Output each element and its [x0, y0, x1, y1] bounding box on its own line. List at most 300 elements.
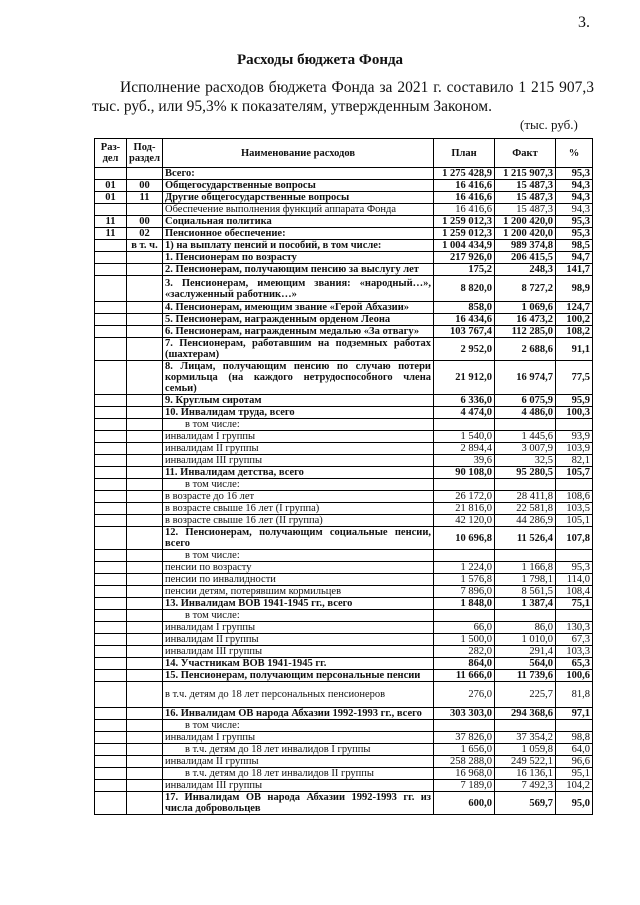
- percent-cell: 94,3: [556, 180, 593, 192]
- name-cell: Социальная политика: [163, 216, 434, 228]
- podrazdel-cell: [127, 756, 163, 768]
- fact-cell: 15 487,3: [495, 204, 556, 216]
- percent-cell: 141,7: [556, 264, 593, 276]
- percent-cell: 94,3: [556, 204, 593, 216]
- name-cell: в том числе:: [163, 419, 434, 431]
- fact-cell: 1 445,6: [495, 431, 556, 443]
- name-cell: в том числе:: [163, 550, 434, 562]
- table-row: [95, 708, 593, 720]
- fact-cell: 95 280,5: [495, 467, 556, 479]
- razdel-cell: [95, 302, 127, 314]
- percent-cell: 124,7: [556, 302, 593, 314]
- plan-cell: 258 288,0: [434, 756, 495, 768]
- podrazdel-cell: [127, 610, 163, 622]
- table-row: [95, 443, 593, 455]
- percent-cell: 98,9: [556, 276, 593, 302]
- fact-cell: 291,4: [495, 646, 556, 658]
- razdel-cell: [95, 622, 127, 634]
- table-row: [95, 658, 593, 670]
- fact-cell: 1 059,8: [495, 744, 556, 756]
- podrazdel-cell: 00: [127, 180, 163, 192]
- percent-cell: 94,3: [556, 192, 593, 204]
- name-cell: в том числе:: [163, 479, 434, 491]
- plan-cell: [434, 419, 495, 431]
- fact-cell: 6 075,9: [495, 395, 556, 407]
- razdel-cell: [95, 326, 127, 338]
- name-cell: в возрасте до 16 лет: [163, 491, 434, 503]
- intro-paragraph: Исполнение расходов бюджета Фонда за 2021 г. составило 1 215 907,3 тыс. руб., или 95,3% к показателям, утвержденным Законом.: [92, 79, 594, 115]
- podrazdel-cell: [127, 276, 163, 302]
- table-row: [95, 479, 593, 491]
- fact-cell: 4 486,0: [495, 407, 556, 419]
- fact-cell: 8 561,5: [495, 586, 556, 598]
- fact-cell: 2 688,6: [495, 338, 556, 361]
- fact-cell: 1 798,1: [495, 574, 556, 586]
- header-fact: Факт: [495, 139, 556, 168]
- percent-cell: 97,1: [556, 708, 593, 720]
- units-note: (тыс. руб.): [520, 117, 578, 132]
- fact-cell: 3 007,9: [495, 443, 556, 455]
- header-name: Наименование расходов: [163, 139, 434, 168]
- podrazdel-cell: [127, 634, 163, 646]
- name-cell: 3. Пенсионерам, имеющим звания: «народный…», «заслуженный работник…»: [163, 276, 434, 302]
- name-cell: Пенсионное обеспечение:: [163, 228, 434, 240]
- razdel-cell: [95, 264, 127, 276]
- name-cell: инвалидам I группы: [163, 622, 434, 634]
- razdel-cell: [95, 252, 127, 264]
- podrazdel-cell: [127, 550, 163, 562]
- plan-cell: 21 912,0: [434, 361, 495, 395]
- podrazdel-cell: [127, 407, 163, 419]
- plan-cell: 103 767,4: [434, 326, 495, 338]
- plan-cell: 16 416,6: [434, 192, 495, 204]
- razdel-cell: 11: [95, 228, 127, 240]
- razdel-cell: [95, 574, 127, 586]
- razdel-cell: [95, 756, 127, 768]
- podrazdel-cell: [127, 780, 163, 792]
- podrazdel-cell: [127, 326, 163, 338]
- percent-cell: 98,8: [556, 732, 593, 744]
- percent-cell: 108,2: [556, 326, 593, 338]
- table-row: [95, 240, 593, 252]
- name-cell: инвалидам II группы: [163, 634, 434, 646]
- fact-cell: 1 010,0: [495, 634, 556, 646]
- razdel-cell: [95, 586, 127, 598]
- fact-cell: 1 215 907,3: [495, 168, 556, 180]
- table-row: [95, 302, 593, 314]
- podrazdel-cell: [127, 598, 163, 610]
- table-row: [95, 192, 593, 204]
- table-row: [95, 792, 593, 815]
- razdel-cell: [95, 646, 127, 658]
- podrazdel-cell: [127, 443, 163, 455]
- name-cell: Всего:: [163, 168, 434, 180]
- podrazdel-cell: [127, 658, 163, 670]
- fact-cell: 15 487,3: [495, 180, 556, 192]
- fact-cell: 22 581,8: [495, 503, 556, 515]
- name-cell: Другие общегосударственные вопросы: [163, 192, 434, 204]
- name-cell: инвалидам III группы: [163, 780, 434, 792]
- plan-cell: 864,0: [434, 658, 495, 670]
- razdel-cell: [95, 467, 127, 479]
- table-row: [95, 756, 593, 768]
- podrazdel-cell: [127, 419, 163, 431]
- percent-cell: 64,0: [556, 744, 593, 756]
- table-header-row: [95, 139, 593, 168]
- fact-cell: 1 200 420,0: [495, 216, 556, 228]
- plan-cell: 1 500,0: [434, 634, 495, 646]
- razdel-cell: [95, 479, 127, 491]
- percent-cell: 65,3: [556, 658, 593, 670]
- plan-cell: 282,0: [434, 646, 495, 658]
- name-cell: в возрасте свыше 16 лет (II группа): [163, 515, 434, 527]
- plan-cell: 1 259 012,3: [434, 216, 495, 228]
- percent-cell: 81,8: [556, 682, 593, 708]
- plan-cell: [434, 550, 495, 562]
- podrazdel-cell: [127, 720, 163, 732]
- table-row: [95, 168, 593, 180]
- name-cell: в т.ч. детям до 18 лет персональных пенсионеров: [163, 682, 434, 708]
- fact-cell: [495, 550, 556, 562]
- fact-cell: 225,7: [495, 682, 556, 708]
- razdel-cell: [95, 708, 127, 720]
- table-row: [95, 768, 593, 780]
- plan-cell: 6 336,0: [434, 395, 495, 407]
- plan-cell: 66,0: [434, 622, 495, 634]
- podrazdel-cell: [127, 792, 163, 815]
- percent-cell: 75,1: [556, 598, 593, 610]
- razdel-cell: [95, 407, 127, 419]
- percent-cell: 104,2: [556, 780, 593, 792]
- razdel-cell: [95, 768, 127, 780]
- plan-cell: 16 416,6: [434, 204, 495, 216]
- plan-cell: 21 816,0: [434, 503, 495, 515]
- podrazdel-cell: [127, 479, 163, 491]
- table-row: [95, 326, 593, 338]
- plan-cell: 276,0: [434, 682, 495, 708]
- fact-cell: [495, 610, 556, 622]
- table-row: [95, 180, 593, 192]
- percent-cell: 100,3: [556, 407, 593, 419]
- fact-cell: 1 166,8: [495, 562, 556, 574]
- page-number: 3.: [578, 14, 590, 31]
- percent-cell: 77,5: [556, 361, 593, 395]
- name-cell: 6. Пенсионерам, награжденным медалью «За отвагу»: [163, 326, 434, 338]
- percent-cell: 105,7: [556, 467, 593, 479]
- fact-cell: 989 374,8: [495, 240, 556, 252]
- fact-cell: 16 473,2: [495, 314, 556, 326]
- plan-cell: 4 474,0: [434, 407, 495, 419]
- razdel-cell: [95, 792, 127, 815]
- table-row: [95, 744, 593, 756]
- razdel-cell: [95, 338, 127, 361]
- plan-cell: 303 303,0: [434, 708, 495, 720]
- name-cell: 9. Круглым сиротам: [163, 395, 434, 407]
- podrazdel-cell: [127, 768, 163, 780]
- podrazdel-cell: [127, 622, 163, 634]
- name-cell: 4. Пенсионерам, имеющим звание «Герой Абхазии»: [163, 302, 434, 314]
- podrazdel-cell: в т. ч.: [127, 240, 163, 252]
- name-cell: 14. Участникам ВОВ 1941-1945 гг.: [163, 658, 434, 670]
- table-row: [95, 338, 593, 361]
- plan-cell: [434, 610, 495, 622]
- podrazdel-cell: [127, 670, 163, 682]
- table-row: [95, 780, 593, 792]
- table-row: [95, 407, 593, 419]
- razdel-cell: [95, 491, 127, 503]
- table-row: [95, 455, 593, 467]
- razdel-cell: [95, 503, 127, 515]
- table-row: [95, 216, 593, 228]
- fact-cell: 16 974,7: [495, 361, 556, 395]
- name-cell: 8. Лицам, получающим пенсию по случаю потери кормильца (на каждого нетрудоспособного члена семьи): [163, 361, 434, 395]
- name-cell: в возрасте свыше 16 лет (I группа): [163, 503, 434, 515]
- fact-cell: 1 387,4: [495, 598, 556, 610]
- podrazdel-cell: [127, 515, 163, 527]
- fact-cell: [495, 720, 556, 732]
- name-cell: Обеспечение выполнения функций аппарата Фонда: [163, 204, 434, 216]
- plan-cell: [434, 720, 495, 732]
- table-row: [95, 431, 593, 443]
- razdel-cell: [95, 610, 127, 622]
- plan-cell: 7 189,0: [434, 780, 495, 792]
- name-cell: пенсии по возрасту: [163, 562, 434, 574]
- table-row: [95, 228, 593, 240]
- table-row: [95, 515, 593, 527]
- header-podrazdel: Под-раздел: [127, 139, 163, 168]
- name-cell: инвалидам III группы: [163, 455, 434, 467]
- podrazdel-cell: [127, 252, 163, 264]
- fact-cell: 28 411,8: [495, 491, 556, 503]
- percent-cell: 95,3: [556, 562, 593, 574]
- table-row: [95, 682, 593, 708]
- name-cell: 7. Пенсионерам, работавшим на подземных работах (шахтерам): [163, 338, 434, 361]
- percent-cell: 105,1: [556, 515, 593, 527]
- table-row: [95, 264, 593, 276]
- plan-cell: 175,2: [434, 264, 495, 276]
- plan-cell: 2 952,0: [434, 338, 495, 361]
- percent-cell: 108,6: [556, 491, 593, 503]
- razdel-cell: [95, 670, 127, 682]
- fact-cell: [495, 419, 556, 431]
- plan-cell: 16 434,6: [434, 314, 495, 326]
- razdel-cell: [95, 732, 127, 744]
- name-cell: 5. Пенсионерам, награжденным орденом Леона: [163, 314, 434, 326]
- fact-cell: 112 285,0: [495, 326, 556, 338]
- table-row: [95, 252, 593, 264]
- podrazdel-cell: [127, 574, 163, 586]
- plan-cell: 1 275 428,9: [434, 168, 495, 180]
- plan-cell: 1 540,0: [434, 431, 495, 443]
- name-cell: 1) на выплату пенсий и пособий, в том числе:: [163, 240, 434, 252]
- table-row: [95, 491, 593, 503]
- podrazdel-cell: [127, 302, 163, 314]
- podrazdel-cell: [127, 646, 163, 658]
- percent-cell: 103,9: [556, 443, 593, 455]
- podrazdel-cell: [127, 431, 163, 443]
- podrazdel-cell: [127, 586, 163, 598]
- podrazdel-cell: [127, 682, 163, 708]
- plan-cell: 16 416,6: [434, 180, 495, 192]
- fact-cell: 32,5: [495, 455, 556, 467]
- name-cell: в том числе:: [163, 720, 434, 732]
- name-cell: 2. Пенсионерам, получающим пенсию за выслугу лет: [163, 264, 434, 276]
- podrazdel-cell: [127, 744, 163, 756]
- podrazdel-cell: [127, 467, 163, 479]
- table-row: [95, 610, 593, 622]
- percent-cell: 95,3: [556, 168, 593, 180]
- percent-cell: 95,3: [556, 228, 593, 240]
- plan-cell: 39,6: [434, 455, 495, 467]
- razdel-cell: 01: [95, 192, 127, 204]
- name-cell: 1. Пенсионерам по возрасту: [163, 252, 434, 264]
- percent-cell: 91,1: [556, 338, 593, 361]
- name-cell: 16. Инвалидам ОВ народа Абхазии 1992-1993 гг., всего: [163, 708, 434, 720]
- razdel-cell: 01: [95, 180, 127, 192]
- plan-cell: 8 820,0: [434, 276, 495, 302]
- razdel-cell: [95, 431, 127, 443]
- percent-cell: 67,3: [556, 634, 593, 646]
- podrazdel-cell: [127, 455, 163, 467]
- name-cell: пенсии по инвалидности: [163, 574, 434, 586]
- table-row: [95, 574, 593, 586]
- plan-cell: 1 576,8: [434, 574, 495, 586]
- percent-cell: [556, 419, 593, 431]
- percent-cell: 130,3: [556, 622, 593, 634]
- plan-cell: 10 696,8: [434, 527, 495, 550]
- name-cell: 11. Инвалидам детства, всего: [163, 467, 434, 479]
- podrazdel-cell: [127, 491, 163, 503]
- podrazdel-cell: 11: [127, 192, 163, 204]
- name-cell: инвалидам I группы: [163, 431, 434, 443]
- razdel-cell: [95, 419, 127, 431]
- plan-cell: 1 259 012,3: [434, 228, 495, 240]
- podrazdel-cell: [127, 314, 163, 326]
- percent-cell: 103,5: [556, 503, 593, 515]
- fact-cell: 16 136,1: [495, 768, 556, 780]
- plan-cell: 1 224,0: [434, 562, 495, 574]
- razdel-cell: 11: [95, 216, 127, 228]
- percent-cell: 95,1: [556, 768, 593, 780]
- razdel-cell: [95, 682, 127, 708]
- razdel-cell: [95, 455, 127, 467]
- fact-cell: 37 354,2: [495, 732, 556, 744]
- table-row: [95, 527, 593, 550]
- table-row: [95, 586, 593, 598]
- table-row: [95, 670, 593, 682]
- name-cell: в т.ч. детям до 18 лет инвалидов II группы: [163, 768, 434, 780]
- plan-cell: 217 926,0: [434, 252, 495, 264]
- fact-cell: 249 522,1: [495, 756, 556, 768]
- razdel-cell: [95, 658, 127, 670]
- razdel-cell: [95, 527, 127, 550]
- razdel-cell: [95, 361, 127, 395]
- fact-cell: 11 526,4: [495, 527, 556, 550]
- razdel-cell: [95, 395, 127, 407]
- table-row: [95, 598, 593, 610]
- plan-cell: 11 666,0: [434, 670, 495, 682]
- percent-cell: [556, 720, 593, 732]
- name-cell: 10. Инвалидам труда, всего: [163, 407, 434, 419]
- percent-cell: 107,8: [556, 527, 593, 550]
- name-cell: 13. Инвалидам ВОВ 1941-1945 гг., всего: [163, 598, 434, 610]
- name-cell: Общегосударственные вопросы: [163, 180, 434, 192]
- name-cell: инвалидам II группы: [163, 443, 434, 455]
- percent-cell: [556, 550, 593, 562]
- razdel-cell: [95, 598, 127, 610]
- podrazdel-cell: [127, 361, 163, 395]
- razdel-cell: [95, 744, 127, 756]
- percent-cell: 103,3: [556, 646, 593, 658]
- podrazdel-cell: [127, 527, 163, 550]
- plan-cell: 1 004 434,9: [434, 240, 495, 252]
- razdel-cell: [95, 168, 127, 180]
- percent-cell: 96,6: [556, 756, 593, 768]
- plan-cell: [434, 479, 495, 491]
- fact-cell: 294 368,6: [495, 708, 556, 720]
- fact-cell: 1 069,6: [495, 302, 556, 314]
- name-cell: инвалидам III группы: [163, 646, 434, 658]
- plan-cell: 16 968,0: [434, 768, 495, 780]
- podrazdel-cell: [127, 395, 163, 407]
- fact-cell: 8 727,2: [495, 276, 556, 302]
- name-cell: 15. Пенсионерам, получающим персональные пенсии: [163, 670, 434, 682]
- name-cell: в том числе:: [163, 610, 434, 622]
- podrazdel-cell: 02: [127, 228, 163, 240]
- plan-cell: 600,0: [434, 792, 495, 815]
- plan-cell: 26 172,0: [434, 491, 495, 503]
- table-row: [95, 562, 593, 574]
- table-row: [95, 314, 593, 326]
- percent-cell: 93,9: [556, 431, 593, 443]
- razdel-cell: [95, 276, 127, 302]
- podrazdel-cell: [127, 168, 163, 180]
- razdel-cell: [95, 634, 127, 646]
- percent-cell: 100,2: [556, 314, 593, 326]
- table-row: [95, 467, 593, 479]
- podrazdel-cell: [127, 503, 163, 515]
- plan-cell: 37 826,0: [434, 732, 495, 744]
- table-row: [95, 622, 593, 634]
- percent-cell: 82,1: [556, 455, 593, 467]
- header-plan: План: [434, 139, 495, 168]
- plan-cell: 42 120,0: [434, 515, 495, 527]
- table-row: [95, 503, 593, 515]
- razdel-cell: [95, 443, 127, 455]
- header-percent: %: [556, 139, 593, 168]
- name-cell: инвалидам II группы: [163, 756, 434, 768]
- name-cell: в т.ч. детям до 18 лет инвалидов I группы: [163, 744, 434, 756]
- razdel-cell: [95, 550, 127, 562]
- fact-cell: 86,0: [495, 622, 556, 634]
- podrazdel-cell: [127, 562, 163, 574]
- table-row: [95, 634, 593, 646]
- plan-cell: 90 108,0: [434, 467, 495, 479]
- razdel-cell: [95, 314, 127, 326]
- document-title: Расходы бюджета Фонда: [236, 52, 404, 68]
- table-row: [95, 204, 593, 216]
- percent-cell: 108,4: [556, 586, 593, 598]
- razdel-cell: [95, 515, 127, 527]
- fact-cell: 248,3: [495, 264, 556, 276]
- percent-cell: 94,7: [556, 252, 593, 264]
- podrazdel-cell: 00: [127, 216, 163, 228]
- fact-cell: 44 286,9: [495, 515, 556, 527]
- razdel-cell: [95, 562, 127, 574]
- razdel-cell: [95, 240, 127, 252]
- table-row: [95, 550, 593, 562]
- percent-cell: 98,5: [556, 240, 593, 252]
